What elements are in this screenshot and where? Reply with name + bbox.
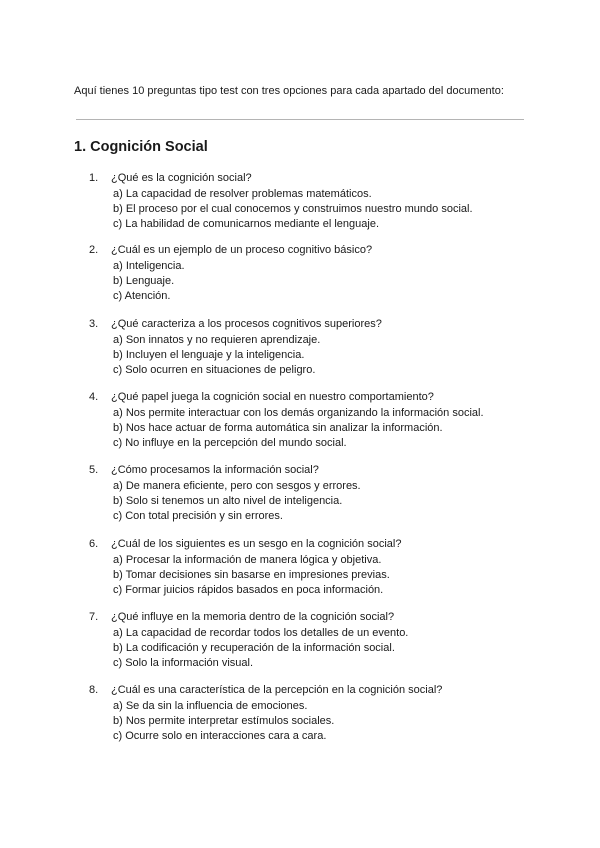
option-a: a) Procesar la información de manera lógica y objetiva. bbox=[113, 554, 382, 566]
option-c: c) Solo ocurren en situaciones de peligro. bbox=[113, 364, 316, 376]
question-text: ¿Cuál de los siguientes es un sesgo en la cognición social? bbox=[111, 538, 402, 550]
question-text: ¿Qué caracteriza a los procesos cognitivos superiores? bbox=[111, 318, 382, 330]
option-b: b) Nos permite interpretar estímulos sociales. bbox=[113, 715, 335, 727]
question-number: 8. bbox=[89, 684, 99, 696]
question-number: 6. bbox=[89, 538, 99, 550]
option-a: a) Son innatos y no requieren aprendizaje. bbox=[113, 334, 321, 346]
question-number: 2. bbox=[89, 244, 99, 256]
question-text: ¿Qué influye en la memoria dentro de la cognición social? bbox=[111, 611, 395, 623]
question-text: ¿Qué papel juega la cognición social en nuestro comportamiento? bbox=[111, 391, 434, 403]
section-title: 1. Cognición Social bbox=[74, 139, 208, 155]
option-b: b) Incluyen el lenguaje y la inteligencia. bbox=[113, 349, 305, 361]
question-number: 5. bbox=[89, 464, 99, 476]
question-text: ¿Cuál es una característica de la percepción en la cognición social? bbox=[111, 684, 443, 696]
option-b: b) La codificación y recuperación de la información social. bbox=[113, 642, 395, 654]
question-number: 3. bbox=[89, 318, 99, 330]
option-a: a) Inteligencia. bbox=[113, 260, 185, 272]
option-b: b) Lenguaje. bbox=[113, 275, 175, 287]
option-c: c) Solo la información visual. bbox=[113, 657, 254, 669]
option-b: b) El proceso por el cual conocemos y construimos nuestro mundo social. bbox=[113, 203, 473, 215]
option-c: c) Con total precisión y sin errores. bbox=[113, 510, 283, 522]
question-number: 4. bbox=[89, 391, 99, 403]
option-c: c) La habilidad de comunicarnos mediante el lenguaje. bbox=[113, 218, 380, 230]
option-b: b) Solo si tenemos un alto nivel de inteligencia. bbox=[113, 495, 343, 507]
option-a: a) De manera eficiente, pero con sesgos y errores. bbox=[113, 480, 361, 492]
option-c: c) No influye en la percepción del mundo social. bbox=[113, 437, 347, 449]
question-text: ¿Cuál es un ejemplo de un proceso cognitivo básico? bbox=[111, 244, 373, 256]
option-a: a) Nos permite interactuar con los demás organizando la información social. bbox=[113, 407, 484, 419]
question-number: 1. bbox=[89, 172, 99, 184]
question-number: 7. bbox=[89, 611, 99, 623]
option-c: c) Atención. bbox=[113, 290, 171, 302]
option-c: c) Ocurre solo en interacciones cara a cara. bbox=[113, 730, 327, 742]
option-b: b) Tomar decisiones sin basarse en impresiones previas. bbox=[113, 569, 390, 581]
option-a: a) La capacidad de recordar todos los detalles de un evento. bbox=[113, 627, 409, 639]
option-a: a) La capacidad de resolver problemas matemáticos. bbox=[113, 188, 372, 200]
intro-text: Aquí tienes 10 preguntas tipo test con tres opciones para cada apartado del documento: bbox=[74, 85, 504, 97]
horizontal-divider bbox=[76, 119, 524, 120]
question-text: ¿Qué es la cognición social? bbox=[111, 172, 252, 184]
question-text: ¿Cómo procesamos la información social? bbox=[111, 464, 319, 476]
option-c: c) Formar juicios rápidos basados en poca información. bbox=[113, 584, 384, 596]
option-a: a) Se da sin la influencia de emociones. bbox=[113, 700, 308, 712]
option-b: b) Nos hace actuar de forma automática sin analizar la información. bbox=[113, 422, 443, 434]
